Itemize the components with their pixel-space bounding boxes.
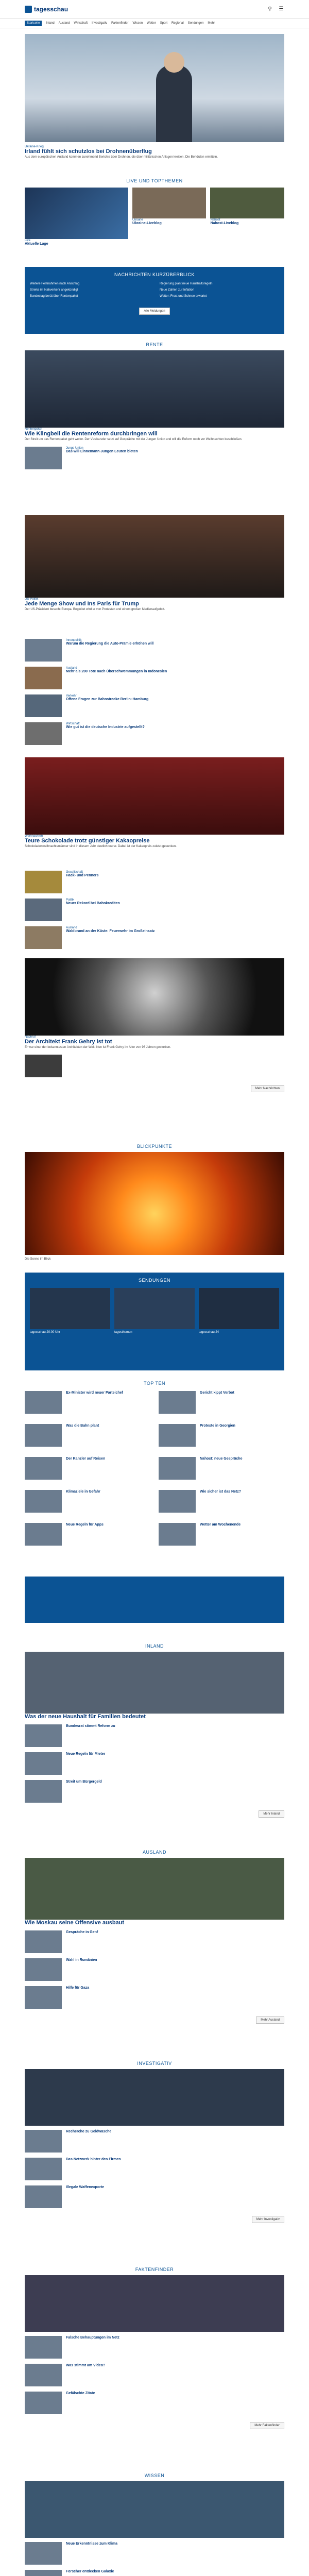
thumbnail (25, 1457, 62, 1480)
topten-item-title[interactable]: Wie sicher ist das Netz? (200, 1490, 242, 1494)
brief-item[interactable]: Weitere Festnahmen nach Anschlag (30, 282, 80, 285)
inland-more-button[interactable]: Mehr Inland (259, 1810, 284, 1818)
live-card[interactable] (210, 188, 284, 246)
promo-box[interactable] (25, 1577, 284, 1623)
blickpunkte-title: BLICKPUNKTE (136, 1144, 173, 1149)
thumbnail (25, 2392, 62, 2414)
list-item[interactable] (25, 2392, 284, 2414)
search-icon[interactable]: ⚲ (268, 6, 272, 12)
nav-item[interactable]: Wissen (132, 22, 143, 25)
live-image (25, 188, 128, 239)
nav-item[interactable]: Startseite (25, 21, 42, 26)
list-kicker: Ausland (66, 926, 77, 929)
thumbnail (159, 1523, 196, 1546)
small-title[interactable]: Das will Linnemann Jungen Leuten bieten (66, 450, 138, 454)
list-kicker: Verkehr (66, 694, 77, 698)
thumbnail (25, 722, 62, 745)
topten-item[interactable] (159, 1490, 284, 1513)
thumbnail (25, 2570, 62, 2576)
brief-item[interactable]: Regierung plant neue Haushaltsregeln (160, 282, 213, 285)
topten-item[interactable] (25, 1523, 150, 1546)
topten-item-title[interactable]: Was die Bahn plant (66, 1424, 99, 1428)
list-title[interactable]: Forscher entdecken Galaxie (66, 2570, 114, 2573)
thumbnail (25, 2130, 62, 2153)
list-title[interactable]: Wie gut ist die deutsche Industrie aufgestellt? (66, 725, 145, 729)
list-item[interactable] (25, 1055, 284, 1077)
inland-section (25, 1643, 284, 1818)
menu-icon[interactable]: ☰ (279, 6, 284, 12)
portrait-teaser[interactable] (25, 958, 284, 1092)
list-item[interactable] (25, 2185, 284, 2208)
investigativ-title: INVESTIGATIV (137, 2061, 172, 2066)
list-title[interactable]: Illegale Waffenexporte (66, 2185, 105, 2189)
live-card-title[interactable]: Nahost-Liveblog (210, 222, 239, 225)
thumbnail (25, 2542, 62, 2565)
portrait-teaser-text: Er war einer der bekanntesten Architekten der Welt. Nun ist Frank Gehry im Alter von 96 Jahren gestorben. (25, 1046, 171, 1049)
ausland-section (25, 1850, 284, 2024)
inland-title: INLAND (145, 1643, 164, 1649)
list-title[interactable]: Hilfe für Gaza (66, 1986, 90, 1990)
list-item[interactable] (25, 1958, 284, 1981)
small-kicker: Junge Union (66, 447, 83, 450)
thumbnail (25, 2364, 62, 2386)
list-title[interactable]: Wahl in Rumänien (66, 1958, 97, 1962)
thumbnail (25, 1424, 62, 1447)
list-title[interactable]: Streit um Bürgergeld (66, 1780, 102, 1784)
topten-item-title[interactable]: Nahost: neue Gespräche (200, 1457, 243, 1461)
nav-item[interactable]: Sendungen (187, 22, 204, 25)
brief-item[interactable]: Streiks im Nahverkehr angekündigt (30, 289, 78, 292)
list-kicker: Ausland (66, 667, 77, 670)
ausland-image (25, 1858, 284, 1920)
hero-teaser-text: Aus dem europäischen Ausland kommen zunehmend Berichte über Drohnen, die über militärischen Anlagen kreisen. Die Behörden ermitteln. (25, 156, 218, 159)
trump-image (25, 515, 284, 598)
list-title[interactable]: Waldbrand an der Küste: Feuerwehr im Großeinsatz (66, 929, 155, 933)
inland-image (25, 1652, 284, 1714)
sendung-title[interactable]: tagesschau 24 (199, 1331, 219, 1334)
sendungen-title: SENDUNGEN (138, 1278, 170, 1283)
blickpunkte-caption: Die Sonne im Blick (25, 1258, 51, 1261)
faktenfinder-section (25, 2267, 284, 2429)
sendung-card[interactable] (30, 1288, 110, 1334)
list-item[interactable] (25, 2364, 284, 2386)
list-item[interactable] (25, 1752, 284, 1775)
xmas-title[interactable]: Teure Schokolade trotz günstiger Kakaopreise (25, 838, 150, 844)
thumbnail (25, 1055, 62, 1077)
inland-lead-title[interactable]: Was der neue Haushalt für Familien bedeutet (25, 1714, 146, 1720)
topten-item-title[interactable]: Proteste in Georgien (200, 1424, 235, 1428)
list-item[interactable] (25, 694, 284, 717)
topten-item-title[interactable]: Neue Regeln für Apps (66, 1523, 104, 1527)
rente-image (25, 350, 284, 428)
list-kicker: Politik (66, 899, 75, 902)
thumbnail (25, 1724, 62, 1747)
trump-teaser-text: Der US-Präsident besucht Europa. Begleitet wird er von Protesten und einem großen Medienaufgebot. (25, 608, 165, 612)
rente-section (25, 342, 284, 474)
topten-item-title[interactable]: Der Kanzler auf Reisen (66, 1457, 106, 1461)
site-header (0, 0, 309, 19)
blickpunkte-image[interactable] (25, 1152, 284, 1255)
list-item[interactable] (25, 899, 284, 921)
topten-item[interactable] (25, 1391, 150, 1414)
thumbnail (25, 447, 62, 469)
wissen-title: WISSEN (144, 2473, 165, 2478)
list-item[interactable] (25, 639, 284, 662)
list-title[interactable]: Falsche Behauptungen im Netz (66, 2336, 119, 2340)
xmas-kicker: Weihnachten (25, 835, 43, 838)
list-item[interactable] (25, 1930, 284, 1953)
logo-icon (25, 6, 32, 13)
topten-title: TOP TEN (143, 1381, 165, 1386)
nav-item[interactable]: Inland (46, 22, 55, 25)
list-title[interactable]: Neuer Rekord bei Bahnkrediten (66, 902, 120, 905)
list-item[interactable] (25, 2336, 284, 2359)
thumbnail (25, 1958, 62, 1981)
thumbnail (159, 1490, 196, 1513)
portrait-image (25, 958, 284, 1036)
brief-item[interactable]: Neue Zahlen zur Inflation (160, 289, 195, 292)
investigativ-more-button[interactable]: Mehr Investigativ (252, 2216, 284, 2223)
wissen-image (25, 2481, 284, 2538)
list-title[interactable]: Offene Fragen zur Bahnstrecke Berlin–Hamburg (66, 698, 149, 701)
rente-kicker: Rentenpaket (25, 428, 43, 431)
list-kicker: Wirtschaft (66, 722, 80, 725)
live-card-title[interactable]: Aktuelle Lage (25, 242, 48, 246)
topten-item[interactable] (159, 1457, 284, 1480)
list-title[interactable]: Mehr als 200 Tote nach Überschwemmungen in Indonesien (66, 670, 167, 673)
nav-item[interactable]: Mehr (208, 22, 215, 25)
list-title[interactable]: Das Netzwerk hinter den Firmen (66, 2158, 121, 2161)
live-title: LIVE UND TOPTHEMEN (126, 178, 183, 183)
brief-item[interactable]: Wetter: Frost und Schnee erwartet (160, 295, 207, 298)
thumbnail (25, 926, 62, 949)
sendungen-section (25, 1273, 284, 1370)
thumbnail (25, 694, 62, 717)
more-news-button[interactable]: Mehr Nachrichten (251, 1085, 284, 1092)
portrait-kicker: Nachruf (25, 1036, 36, 1039)
sendung-image (114, 1288, 195, 1329)
topten-section (25, 1381, 284, 1551)
nav-item[interactable]: Faktenfinder (111, 22, 129, 25)
list-item[interactable] (25, 1780, 284, 1803)
live-label: Nahost (210, 218, 220, 222)
trump-title[interactable]: Jede Menge Show und Ins Paris für Trump (25, 601, 139, 607)
list-title[interactable]: Gespräche in Genf (66, 1930, 98, 1935)
nav-item[interactable]: Sport (160, 22, 168, 25)
list-kicker: Gesellschaft (66, 871, 83, 874)
logo[interactable] (25, 6, 68, 13)
list-item[interactable] (25, 722, 284, 745)
live-section (25, 178, 284, 246)
list-title[interactable]: Gefälschte Zitate (66, 2392, 95, 2395)
list-item[interactable] (25, 2130, 284, 2153)
sendung-image (199, 1288, 279, 1329)
blickpunkte-section (25, 1144, 284, 1261)
brief-title: NACHRICHTEN KURZÜBERBLICK (114, 272, 195, 277)
trump-teaser[interactable] (25, 515, 284, 612)
rente-tag: RENTE (146, 342, 163, 347)
topten-item[interactable] (159, 1424, 284, 1447)
topten-item-title[interactable]: Gericht kippt Verbot (200, 1391, 234, 1395)
thumbnail (25, 1780, 62, 1803)
live-image (132, 188, 207, 218)
live-card[interactable] (132, 188, 207, 246)
list-title[interactable]: Warum die Regierung die Auto-Prämie erhöhen will (66, 642, 154, 646)
faktenfinder-image (25, 2275, 284, 2332)
list-item[interactable] (25, 2570, 284, 2576)
list-title[interactable]: Hack- und Penners (66, 874, 99, 877)
hero-kicker: Ukraine-Krieg (25, 145, 44, 148)
hero-title[interactable]: Irland fühlt sich schutzlos bei Drohnenüberflug (25, 148, 152, 155)
main-nav (0, 19, 309, 28)
faktenfinder-title: FAKTENFINDER (135, 2267, 174, 2272)
thumbnail (25, 1930, 62, 1953)
nav-item[interactable]: Wetter (147, 22, 156, 25)
list-item[interactable] (25, 2158, 284, 2180)
list-title[interactable]: Was stimmt am Video? (66, 2364, 106, 2367)
nav-item[interactable]: Regional (171, 22, 184, 25)
portrait-title[interactable]: Der Architekt Frank Gehry ist tot (25, 1039, 112, 1045)
mid-list (25, 639, 284, 750)
live-image (210, 188, 284, 218)
hero-image (25, 34, 284, 142)
faktenfinder-more-button[interactable]: Mehr Faktenfinder (250, 2422, 284, 2429)
list-kicker: Innenpolitik (66, 639, 82, 642)
thumbnail (159, 1391, 196, 1414)
thumbnail (25, 1752, 62, 1775)
brief-item[interactable]: Bundestag berät über Rentenpaket (30, 295, 78, 298)
topten-item-title[interactable]: Ex-Minister wird neuer Parteichef (66, 1391, 123, 1395)
trump-kicker: US-Politik (25, 598, 39, 601)
live-label: Ukraine (132, 218, 143, 222)
sendung-card[interactable] (114, 1288, 195, 1334)
investigativ-image (25, 2069, 284, 2126)
thumbnail (25, 667, 62, 689)
sendung-card[interactable] (199, 1288, 279, 1334)
rente-title[interactable]: Wie Klingbeil die Rentenreform durchbringen will (25, 431, 158, 437)
nav-item[interactable]: Investigativ (92, 22, 108, 25)
live-card[interactable] (25, 188, 128, 246)
thumbnail (25, 1986, 62, 2009)
xmas-teaser[interactable] (25, 757, 284, 849)
sendung-title[interactable]: tagesschau 20:00 Uhr (30, 1331, 60, 1334)
list-item[interactable] (25, 926, 284, 949)
sendung-title[interactable]: tagesthemen (114, 1331, 132, 1334)
topten-item-title[interactable]: Klimaziele in Gefahr (66, 1490, 100, 1494)
wissen-section (25, 2473, 284, 2576)
topten-item[interactable] (25, 1457, 150, 1480)
list-item[interactable] (25, 2542, 284, 2565)
list-title[interactable]: Neue Erkenntnisse zum Klima (66, 2542, 117, 2546)
thumbnail (25, 871, 62, 893)
nav-item[interactable]: Wirtschaft (74, 22, 88, 25)
ausland-more-button[interactable]: Mehr Ausland (256, 2016, 284, 2024)
xmas-image (25, 757, 284, 835)
list-2 (25, 871, 284, 954)
thumbnail (25, 1490, 62, 1513)
topten-item[interactable] (159, 1523, 284, 1546)
nav-item[interactable]: Ausland (58, 22, 70, 25)
list-title[interactable]: Bundesrat stimmt Reform zu (66, 1724, 115, 1728)
live-card-title[interactable]: Ukraine-Liveblog (132, 222, 162, 225)
rente-small-teaser[interactable] (25, 447, 284, 469)
thumbnail (25, 2185, 62, 2208)
news-brief-box (25, 267, 284, 334)
investigativ-section (25, 2061, 284, 2223)
list-item[interactable] (25, 871, 284, 893)
thumbnail (25, 899, 62, 921)
topten-item[interactable] (25, 1424, 150, 1447)
topten-item-title[interactable]: Wetter am Wochenende (200, 1523, 241, 1527)
thumbnail (159, 1424, 196, 1447)
xmas-teaser-text: Schokoladenweihnachtsmänner sind in diesem Jahr deutlich teurer. Dabei ist der Kakaopreis zuletzt gesunken. (25, 845, 177, 849)
thumbnail (25, 639, 62, 662)
brief-more-button[interactable]: Alle Meldungen (139, 308, 169, 315)
list-item[interactable] (25, 1986, 284, 2009)
live-label: Live (25, 239, 31, 242)
sendung-image (30, 1288, 110, 1329)
ausland-title: AUSLAND (142, 1850, 166, 1855)
brand-name: tagesschau (34, 5, 68, 13)
thumbnail (25, 2336, 62, 2359)
thumbnail (159, 1457, 196, 1480)
ausland-lead-title[interactable]: Wie Moskau seine Offensive ausbaut (25, 1920, 125, 1926)
list-item[interactable] (25, 1724, 284, 1747)
thumbnail (25, 1391, 62, 1414)
thumbnail (25, 1523, 62, 1546)
rente-teaser: Der Streit um das Rentenpaket geht weiter. Der Vizekanzler setzt auf Gespräche mit der Jungen Union und will die Reform noch vor Weihnachten beschließen. (25, 438, 243, 442)
list-title[interactable]: Recherche zu Geldwäsche (66, 2130, 112, 2133)
list-item[interactable] (25, 667, 284, 689)
thumbnail (25, 2158, 62, 2180)
topten-item[interactable] (159, 1391, 284, 1414)
topten-item[interactable] (25, 1490, 150, 1513)
list-title[interactable]: Neue Regeln für Mieter (66, 1752, 106, 1756)
hero-teaser[interactable] (25, 34, 284, 162)
